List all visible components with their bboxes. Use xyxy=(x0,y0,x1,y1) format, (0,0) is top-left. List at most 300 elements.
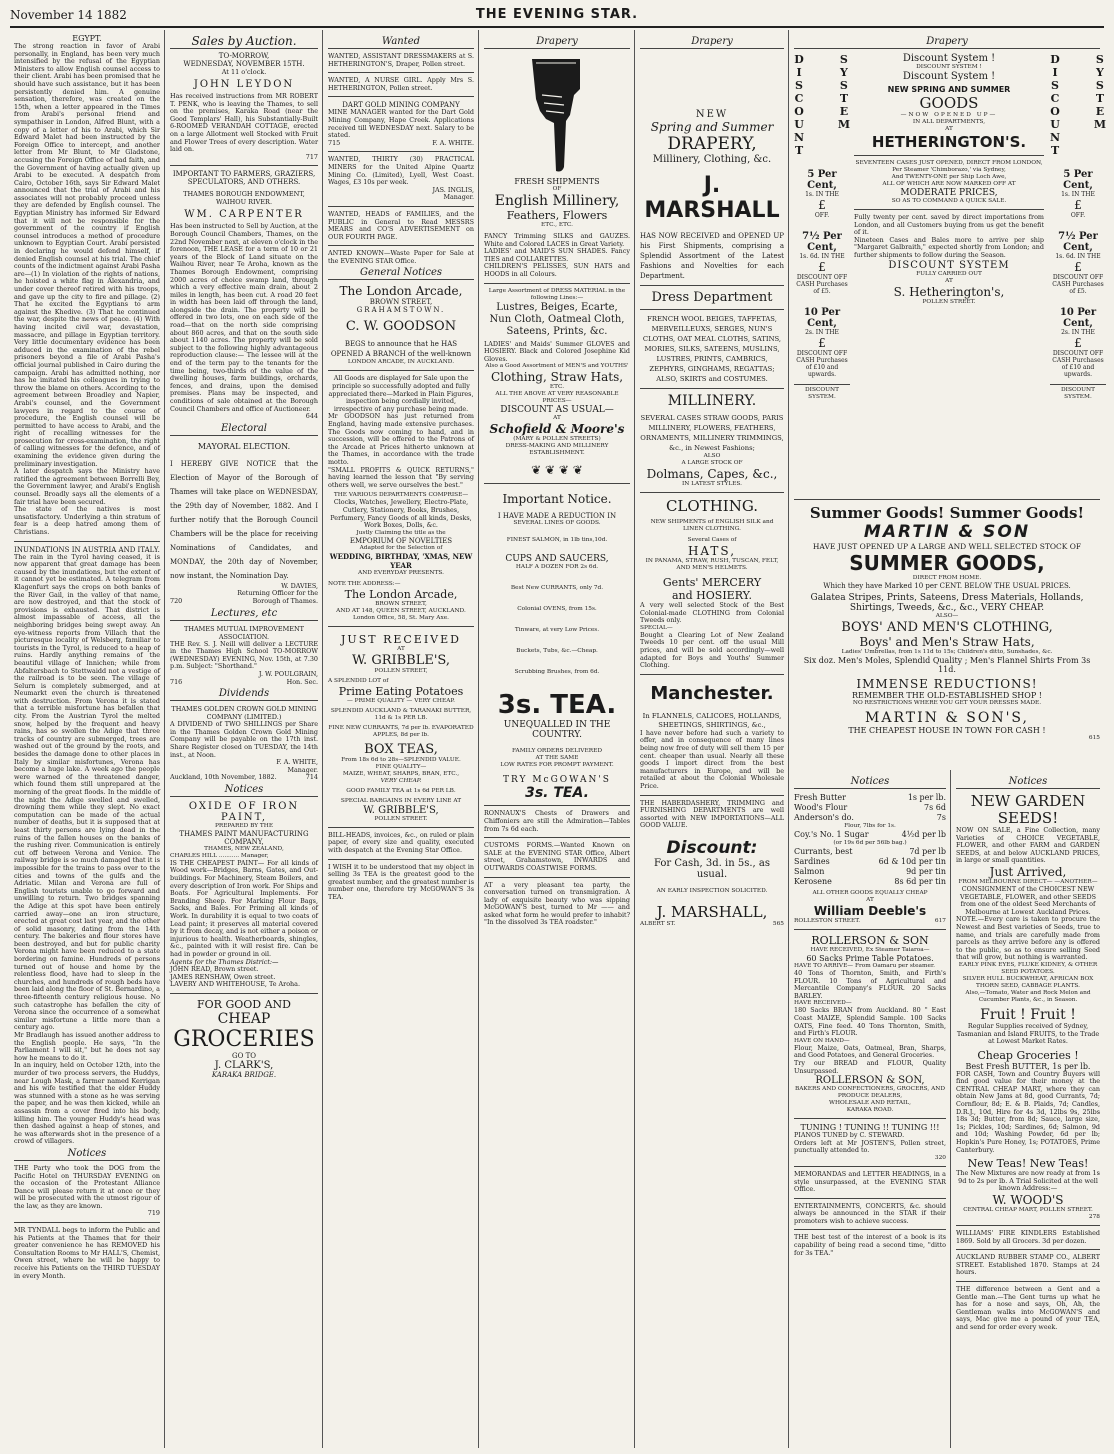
price-value: 6d & 10d per tin xyxy=(878,857,946,866)
pound-symbol: £ xyxy=(818,336,826,350)
grocery-ad-line2: CHEAP xyxy=(217,1010,271,1027)
buckets: Buckets, Tubs, &c.—Cheap. xyxy=(516,648,598,655)
column-hetherington xyxy=(790,34,1104,770)
also-tomato: Also,—Tomato, Water and Rock Melon and Cucumber Plants, &c., in Season. xyxy=(965,989,1091,1003)
same-label: AT THE SAME xyxy=(535,755,579,762)
french-wool: FRENCH WOOL BEIGES, TAFFETAS, MERVEILLEUXS, SERGES, NUN'S CLOTHS, OAT MEAL CLOTHS, SATINS, MORIES, SILKS, SATEENS, MUSLINS, LUSTRES, PRINTS, CAMBRICS, ZEPHYRS, GINGHAMS, REGATTAS; ALSO, SKIRTS and COSTUMES. xyxy=(642,315,782,383)
divider xyxy=(484,283,630,284)
secretary-name: J. W. POULGRAIN, xyxy=(258,669,318,678)
column-rule xyxy=(478,30,479,1448)
fresh-shipments: FRESH SHIPMENTS xyxy=(514,177,600,186)
column-rule xyxy=(950,770,951,1448)
new-label: NEW xyxy=(695,109,729,120)
divider xyxy=(640,285,784,286)
vertical-letter: M xyxy=(1093,118,1106,131)
received-list: 180 Sacks BRAN from Auckland. 80 " East Coast MAIZE, Splendid Sample. 100 Sacks OATS, Fine feed. 40 Tons Thornton, Smith, and Firth's FLOUR. xyxy=(794,1006,946,1038)
pointing-hand-icon xyxy=(522,55,592,173)
etc-label: ETC., ETC. xyxy=(540,222,574,228)
gloves-hosiery: LADIES' and Maids' Summer GLOVES and HOSIERY. Black and Colored Josephine Kid Gloves. xyxy=(484,339,630,363)
tuning: TUNING ! TUNING !! TUNING !!! xyxy=(800,1123,940,1133)
family-orders: FAMILY ORDERS DELIVERED xyxy=(512,748,602,755)
hats: HATS, xyxy=(687,544,737,558)
discount-percent: 5 Per Cent, xyxy=(1063,169,1093,191)
prime-potatoes: Prime Eating Potatoes xyxy=(338,684,464,698)
hetheringtons: HETHERINGTON'S. xyxy=(871,133,1027,151)
new-teas: New Teas! New Teas! xyxy=(967,1157,1089,1171)
ad-number: 717 xyxy=(305,152,318,161)
martin-sons: MARTIN & SON'S, xyxy=(865,710,1029,726)
price-value: 1s per lb. xyxy=(907,793,946,802)
hat-types: IN PANAMA, STRAW, RUSH, TUSCAN, FELT, AND MEN'S HELMETS. xyxy=(645,558,779,571)
column-auctions xyxy=(166,34,322,1446)
auctioneer-carpenter: WM. CARPENTER xyxy=(184,209,304,221)
boys-mens-clothing: BOYS' AND MEN'S CLOTHING, xyxy=(841,620,1053,635)
auction-cottage: Has received instructions from MR ROBERT T. PENK, who is leaving the Thames, to sell on the premises, Karaka Road (near the Good Templars' Hall), his Substantially-Built 6-ROOMED VERANDAH COTTAGE, erected on a large Allotment well Stocked with Fruit and Flower Trees of every description. Water laid on. xyxy=(170,92,318,154)
piano-orders: Orders left at Mr JOSTEN'S, Pollen street, punctually attended to. xyxy=(794,1138,946,1155)
have-just-opened: HAVE JUST OPENED UP A LARGE AND WELL SELECTED STOCK OF xyxy=(812,542,1082,551)
half-dozen: HALF A DOZEN FOR 2s 6d. xyxy=(515,564,599,571)
side-discount-right xyxy=(1050,53,1106,401)
now-opened: —NOW OPENED UP— xyxy=(900,112,998,118)
vertical-letter: D xyxy=(794,53,804,66)
vertical-letter: S xyxy=(1051,79,1059,92)
early-pink-eyes: EARLY PINK EYES, FLUKE KIDNEY, & OTHER SEED POTATOES. xyxy=(958,961,1098,975)
price-row xyxy=(794,793,946,803)
column-rule xyxy=(322,30,323,1448)
auction-tomorrow: TO-MORROW, xyxy=(218,52,270,60)
discount-condition: OFF. xyxy=(814,212,830,219)
dress-department: Dress Department xyxy=(651,290,773,305)
notice-dog: THE Party who took the DOG from the Pacific Hotel on THURSDAY EVENING on the occasion of the Protestant Alliance Dance will please return it at once or they will be prosecuted with the utmost rigour of the law, as they are known. xyxy=(14,1163,160,1210)
seventeen-cases: SEVENTEEN CASES JUST OPENED, DIRECT FROM LONDON, xyxy=(855,160,1043,166)
divider xyxy=(328,370,474,371)
have-received-2: HAVE RECEIVED— xyxy=(794,1000,852,1007)
special-label: SPECIAL— xyxy=(640,624,673,631)
discount-system-3: Discount System ! xyxy=(902,71,996,82)
manager-name: F. A. WHITE, xyxy=(276,758,318,767)
auction-time: At 11 o'clock. xyxy=(221,68,267,76)
agents-heading: Agents for the Thames District:— xyxy=(170,957,279,966)
secretary-title: Hon. Sec. xyxy=(286,677,318,686)
vertical-letter: E xyxy=(1095,105,1105,118)
billheads: BILL-HEADS, invoices, &c., on ruled or plain paper, of every size and quality, executed with despatch at the Evening Star Office. xyxy=(328,830,474,854)
ad-number: 715 xyxy=(328,138,341,147)
flannels: In FLANNELS, CALICOES, HOLLANDS, SHEETINGS, SHIRTINGS, &c., xyxy=(642,711,782,729)
central-mart: CENTRAL CHEAP MART, POLLEN STREET. xyxy=(963,1207,1093,1213)
column-wanted-general xyxy=(324,34,478,1446)
discount-system-fully: DISCOUNT SYSTEM xyxy=(888,259,1010,271)
masthead xyxy=(10,6,1104,28)
try-bread: Try our BREAD and FLOUR, Quality Unsurpassed. xyxy=(794,1058,946,1075)
divider xyxy=(484,837,630,838)
schofield-moore: Schofield & Moore's xyxy=(489,422,625,437)
side-discount-list xyxy=(1050,169,1106,378)
ad-number: 278 xyxy=(1088,1214,1100,1220)
vertical-discount xyxy=(794,53,804,157)
millinery-head: MILLINERY. xyxy=(667,393,757,409)
rollerson-son-2: ROLLERSON & SON, xyxy=(815,1075,925,1087)
price-value: 7s xyxy=(936,813,946,822)
goodson-branch: BEGS to announce that he HAS OPENED A BRANCH of the well-known xyxy=(330,340,472,359)
section-sales-by-auction: Sales by Auction. xyxy=(170,34,318,49)
divider xyxy=(170,165,318,166)
also-label: ALSO— xyxy=(935,613,959,619)
wanted-waste-paper: ANTED KNOWN—Waste Paper for Sale at the EVENING STAR Office. xyxy=(328,249,474,265)
nineteen-cases: Nineteen Cases and Bales more to arrive per ship "Margaret Galbraith," expected shortly from London; and further shipments to follow during the Season. xyxy=(854,235,1044,259)
dress-material: Large Assortment of DRESS MATERIAL in the following Lines:— xyxy=(488,287,626,301)
gribble-name: W. GRIBBLE'S, xyxy=(351,652,451,668)
all-above: ALL THE ABOVE AT VERY REASONABLE PRICES— xyxy=(495,391,619,405)
discount-tier xyxy=(794,231,850,295)
ad-number: 644 xyxy=(305,412,318,421)
discount-usual: DISCOUNT AS USUAL— xyxy=(500,405,614,416)
divider xyxy=(328,96,474,97)
agent: JAMES RENSHAW, Owen street. xyxy=(170,972,276,981)
pound-symbol: £ xyxy=(818,260,826,274)
clearing-lot: Bought a Clearing Lot of New Zealand Tweeds 10 per cent. off the usual Mill prices, and will be sold accordingly—well adapted for Boys and Youths' Summer Clothing. xyxy=(640,630,784,670)
price-item: Currants, best xyxy=(794,847,853,856)
london-arcade-2: The London Arcade, xyxy=(344,587,458,601)
column-rule xyxy=(164,30,165,1448)
cash-discount: For Cash, 3d. in 5s., as usual. xyxy=(654,857,770,880)
vertical-letter: D xyxy=(1050,53,1060,66)
gribble-street-2: POLLEN STREET. xyxy=(374,815,428,822)
price-list xyxy=(794,793,946,887)
grocery-clark: J. CLARK'S, xyxy=(214,1059,274,1071)
three-shilling-tea: 3s. TEA. xyxy=(497,690,617,721)
price-value: 4½d per lb xyxy=(901,830,946,839)
discount-note: 1s. 6d. IN THE xyxy=(799,253,845,260)
officer-borough: Borough of Thames. xyxy=(252,596,318,605)
column-drapery-2 xyxy=(636,34,788,1446)
tinware: Tinware, at very Low Prices. xyxy=(514,627,600,634)
divider xyxy=(640,795,784,796)
divider xyxy=(956,1225,1100,1226)
gent-gentleman: THE difference between a Gent and a Gentle man.—The Gent turns up what he has for a nose and says, Oh, Ah, the Gentleman walks into McGOWAN'S and says, Mac give me a pound of your TEA, and send for order every week. xyxy=(956,1284,1100,1331)
cheap-groceries: Cheap Groceries ! xyxy=(977,1048,1079,1062)
children-pelisses: CHILDREN'S PELISSES, SUN HATS and HOODS in all Colours. xyxy=(484,262,630,278)
price-value: 7d per lb xyxy=(909,847,946,856)
divider xyxy=(484,483,630,484)
fully-carried: FULLY CARRIED OUT xyxy=(916,270,982,277)
discount-percent: 10 Per Cent, xyxy=(803,307,841,329)
at-label: AT xyxy=(945,126,953,132)
splendid-lot: A SPLENDID LOT of xyxy=(328,677,389,684)
have-to-arrive: HAVE TO ARRIVE— From Oamaru per steamer. xyxy=(794,963,935,969)
vertical-letter: S xyxy=(839,79,848,92)
goodson-name: C. W. GOODSON xyxy=(345,319,457,335)
dressmaking: DRESS-MAKING AND MILLINERY ESTABLISHMENT. xyxy=(505,443,609,457)
divider xyxy=(14,541,160,542)
officer-name: W. DAVIES, xyxy=(281,581,318,590)
vertical-letter: T xyxy=(1050,144,1060,157)
price-value: 8s 6d per tin xyxy=(894,877,946,886)
vertical-letter: T xyxy=(794,144,804,157)
article-egypt-2: A later despatch says the Ministry have ratified the agreement between Borrelli Bey, the Government lawyer, and Arabi's English counsel. Broadly says all the elements of a fair trial have been secured. xyxy=(14,467,160,506)
scrubbing-brushes: Scrubbing Brushes, from 6d. xyxy=(514,669,600,676)
paint-manager: CHARLES HILL ........... Manager, xyxy=(170,852,269,859)
hosiery: and HOSIERY. xyxy=(672,589,752,602)
price-row xyxy=(794,813,946,823)
vertical-system xyxy=(838,53,850,157)
fancy-trimming: FANCY Trimming SILKS and GAUZES. White and Colored LACES in Great Variety. xyxy=(484,232,630,248)
flour-note: Flour, 7lbs for 1s. xyxy=(844,823,896,829)
steamer: Per Steamer 'Chimborazo,' via Sydney, xyxy=(892,167,1006,173)
mutual-association: THAMES MUTUAL IMPROVEMENT ASSOCIATION. xyxy=(183,624,304,641)
discount-note: 1s. IN THE xyxy=(1061,191,1095,198)
mens-youths: Also a Good Assortment of MEN'S and YOUTHS' xyxy=(485,363,629,370)
discount-condition: DISCOUNT OFF CASH Purchases of £10 and upwards. xyxy=(1052,350,1104,378)
price-item: Wood's Flour xyxy=(794,803,848,812)
ad-number: 320 xyxy=(934,1154,946,1161)
lustres-list: Lustres, Beiges, Ecarte, Nun Cloth, Oatmeal Cloth, Sateens, Prints, &c. xyxy=(489,301,625,337)
seed-note: NOTE.—Every care is taken to procure the Newest and Best varieties of Seeds, true to name, and trials are carefully made from parcels as they arrive before any is offered to the public, so as to ensure selling Seed that will grow, but nothing is warranted. xyxy=(956,915,1100,962)
dart-company: DART GOLD MINING COMPANY xyxy=(342,101,460,110)
section-notices: Notices xyxy=(14,1148,160,1161)
family-tea: GOOD FAMILY TEA at 1s 6d PER LB. xyxy=(346,787,456,794)
column-rule xyxy=(788,30,789,1448)
discount-system-1: Discount System ! xyxy=(902,53,996,64)
section-dividends: Dividends xyxy=(170,688,318,701)
arrive-list: 40 Tons of Thornton, Smith, and Firth's FLOUR. 10 Tons of Agricultural and Mercantile Company's FLOUR. 20 Sacks BARLEY. xyxy=(794,969,946,1000)
special-bargains: SPECIAL BARGAINS IN EVERY LINE AT xyxy=(340,797,462,804)
consignment: CONSIGNMENT of the CHOICEST NEW VEGETABLE, FLOWER, and other SEEDS from one of the oldest Seed Merchants of Melbourne at Lowest Auckland Prices. xyxy=(960,884,1096,916)
discount-note: 2s. IN THE xyxy=(1061,329,1095,336)
section-wanted: Wanted xyxy=(328,36,474,49)
column-drapery-1 xyxy=(480,34,634,1446)
important-notice: Important Notice. xyxy=(502,492,612,507)
price-item: Anderson's do. xyxy=(794,813,854,822)
all-which: ALL OF WHICH ARE NOW MARKED OFF AT xyxy=(882,181,1016,187)
auction-farmers: IMPORTANT TO FARMERS, GRAZIERS, SPECULATORS, AND OTHERS. xyxy=(172,170,316,187)
at-label: AT xyxy=(397,645,405,652)
also-label: ALSO xyxy=(703,453,721,459)
price-row xyxy=(794,803,946,813)
prime-quality: — PRIME QUALITY — VERY CHEAP. xyxy=(347,697,455,704)
notice-tyndall: MR TYNDALL begs to inform the Public and his Patients at the Thames that for their greater convenience he has REMOVED his Consultation Rooms to Mr HALL'S, Chemist, Owen street, where he will be happy to receive his Patients on the THIRD TUESDAY in every Month. xyxy=(14,1226,160,1280)
side-discount-list xyxy=(794,169,850,378)
column-news xyxy=(10,34,164,1446)
departments-head: THE VARIOUS DEPARTMENTS COMPRISE— xyxy=(333,492,469,499)
mary-pollen: (MARY & POLLEN STREETS) xyxy=(513,436,601,443)
agent: JOHN READ, Brown street. xyxy=(170,965,259,974)
article-title-egypt: EGYPT. xyxy=(72,34,102,43)
divider xyxy=(794,1118,946,1119)
no-restrictions: NO RESTRICTIONS WHERE YOU GET YOUR DRESSES MADE. xyxy=(852,700,1042,706)
wanted-miners: WANTED, THIRTY (30) PRACTICAL MINERS for the United Alpine Quartz Mining Co. (Limited), Lyell, West Coast. Wages, £3 10s per week. xyxy=(328,155,474,187)
remember-shop: REMEMBER THE OLD-ESTABLISHED SHOP ! xyxy=(852,691,1042,700)
loch-awe: And TWENTY-ONE per Ship Loch Awe, xyxy=(891,174,1007,180)
dividend-date: Auckland, 10th November, 1882. xyxy=(170,773,277,782)
london-arcade: The London Arcade, xyxy=(339,284,463,299)
just-arrived: Just Arrived, xyxy=(989,864,1067,879)
ad-number: 617 xyxy=(934,918,946,924)
arcade-street-2: BROWN STREET, xyxy=(375,600,427,607)
divider xyxy=(794,1198,946,1199)
pound-symbol: £ xyxy=(1074,260,1082,274)
wanted-nurse: WANTED, A NURSE GIRL. Apply Mrs S. HETHERINGTON, Pollen street. xyxy=(328,76,474,92)
section-notices: Notices xyxy=(794,776,946,789)
ronnaux: RONNAUX'S Chests of Drawers and Chiffoniers are still the Admiration—Tables from 7s 6d each. xyxy=(484,809,630,833)
grain-list: MAIZE, WHEAT, SHARPS, BRAN, ETC., xyxy=(342,770,460,777)
several-lines: SEVERAL LINES OF GOODS. xyxy=(513,520,601,527)
clothing-head: CLOTHING. xyxy=(665,497,759,515)
pianos-tuned: PIANOS TUNED by C. STEWARD. xyxy=(794,1131,905,1140)
golden-crown: THAMES GOLDEN CROWN GOLD MINING COMPANY (LIMITED.) xyxy=(171,705,317,722)
ad-number: 716 xyxy=(170,677,183,686)
vertical-letter: S xyxy=(1095,53,1104,66)
best-fresh-butter: Best Fresh BUTTER, 1s per lb. xyxy=(965,1061,1091,1071)
on-hand-list: Flour, Maize, Oats, Oatmeal, Bran, Sharps, and Good Potatoes, and General Groceries. xyxy=(794,1043,946,1060)
teas-price: From 18s 6d to 28s—SPLENDID VALUE. xyxy=(341,756,461,763)
inglis-title: Manager. xyxy=(443,193,474,202)
emporium: EMPORIUM OF NOVELTIES xyxy=(349,536,453,545)
mixtures: The New Mixtures are now ready at from 1s 9d to 2s per lb. A Trial Solicited at the well known Address:— xyxy=(956,1169,1100,1193)
price-row xyxy=(794,857,946,867)
divider xyxy=(956,1281,1100,1282)
cheapest-house: THE CHEAPEST HOUSE IN TOWN FOR CASH ! xyxy=(848,726,1046,735)
vertical-discount xyxy=(1050,53,1060,157)
rolleston-street: ROLLESTON STREET. xyxy=(794,918,861,924)
article-bradlaugh: Mr Bradlaugh has issued another address to the English people. He says, "In the Parliament I will sit," but he does not say how he means to do it. xyxy=(14,1031,160,1062)
vertical-letter: C xyxy=(794,92,804,105)
section-drapery: Drapery xyxy=(484,36,630,49)
all-other-goods: ALL OTHER GOODS EQUALLY CHEAP xyxy=(812,890,928,896)
divider xyxy=(328,626,474,627)
price-row xyxy=(794,847,946,857)
discount-note: 1s. IN THE xyxy=(805,191,839,198)
vertical-letter: U xyxy=(1050,118,1060,131)
karaka-road: KARAKA ROAD. xyxy=(846,1107,894,1114)
latest-styles: IN LATEST STYLES. xyxy=(681,481,743,487)
bakers: BAKERS AND CONFECTIONERS, GROCERS, AND PRODUCE DEALERS, xyxy=(794,1086,946,1100)
price-item: Kerosene xyxy=(794,877,832,886)
london-office: London Office, 58, St. Mary Axe. xyxy=(353,614,449,621)
goodson-display: All Goods are displayed for Sale upon the principle so successfully adopted and fully appreciated there—Marked in Plain Figures, inspection being cordially invited, irrespective of any purchase being made. xyxy=(328,374,474,413)
officer-title: Returning Officer for the xyxy=(237,589,318,598)
of-label: OF xyxy=(552,186,562,192)
divider xyxy=(854,155,1044,156)
discount-note: 1s. 6d. IN THE xyxy=(1055,253,1101,260)
discount-tier xyxy=(1050,307,1106,378)
discount-percent: 10 Per Cent, xyxy=(1059,307,1097,329)
cups-saucers: CUPS AND SAUCERS, xyxy=(505,554,609,565)
vertical-letter: C xyxy=(1050,92,1060,105)
everyday-presents: AND EVERYDAY PRESENTS. xyxy=(358,569,444,576)
vertical-letter: S xyxy=(1095,79,1104,92)
marshall-received: HAS NOW RECEIVED and OPENED UP his First Shipments, comprising a Splendid Assortment of the Latest Fashions and Novelties for each Department. xyxy=(640,232,784,280)
divider xyxy=(956,1249,1100,1250)
rubber-stamp: AUCKLAND RUBBER STAMP CO., ALBERT STREET. Established 1870. Stamps at 24 hours. xyxy=(956,1253,1100,1277)
issue-date: November 14 1882 xyxy=(10,8,127,22)
true-test: THE best test of the interest of a book is its capability of being read a second time, "ditto for 3s TEA." xyxy=(794,1233,946,1257)
goodson-auckland: LONDON ARCADE, IN AUCKLAND. xyxy=(347,359,455,366)
vertical-letter: T xyxy=(839,92,848,105)
discount-condition: OFF. xyxy=(1070,212,1086,219)
section-notices: Notices xyxy=(956,776,1100,789)
grocery-ad-title: GROCERIES xyxy=(173,1026,315,1052)
wholesale: WHOLESALE AND RETAIL, xyxy=(829,1100,911,1107)
vertical-letter: N xyxy=(794,131,805,144)
at-label: AT xyxy=(553,415,561,422)
dividend-notice: A DIVIDEND of TWO SHILLINGS per Share in the Thames Golden Crown Gold Mining Company will be payable on the 17th inst. Share Register closed on TUESDAY, the 14th inst., at Noon. xyxy=(170,720,318,759)
at-label: AT xyxy=(866,897,874,903)
straw-hats: Boys' and Men's Straw Hats, xyxy=(859,635,1035,649)
entertainments: ENTERTAINMENTS, CONCERTS, &c. should always be announced in the STAR if their promoters wish to achieve success. xyxy=(794,1201,946,1225)
discount-percent: 7½ Per Cent, xyxy=(802,231,842,253)
paint-company: THAMES PAINT MANUFACTURING COMPANY, xyxy=(179,829,309,846)
goodson-motto: "SMALL PROFITS & QUICK RETURNS," having learned the lesson that "By serving others well, we serve ourselves the best." xyxy=(328,465,474,489)
divider xyxy=(328,206,474,207)
finest-salmon: FINEST SALMON, in 1lb tins,10d. xyxy=(506,537,608,544)
arcade-street: BROWN STREET, xyxy=(369,298,433,307)
well-selected: A very well selected Stock of the Best Colonial-made CLOTHING from Colonial Tweeds only. xyxy=(640,601,784,625)
divider xyxy=(794,1229,946,1230)
s-hetherington: S. Hetherington's, xyxy=(893,284,1005,299)
manager-title: Manager. xyxy=(287,765,318,774)
divider xyxy=(640,492,784,493)
mcgowan-note: I WISH it to be understood that my object in selling 3s TEA is the greatest good to the greatest number, and the greatest number is number one, therefore try McGOWAN'S 3s TEA. xyxy=(328,862,474,901)
rollerson-son: ROLLERSON & SON xyxy=(811,934,929,947)
section-drapery: Drapery xyxy=(794,36,1100,49)
divider xyxy=(794,499,1100,500)
vertical-letter: T xyxy=(1095,92,1104,105)
martin-son: MARTIN & SON xyxy=(863,522,1031,542)
inglis-name: JAS. INGLIS, xyxy=(432,185,474,194)
grocery-ad-line1: FOR GOOD AND xyxy=(197,997,291,1011)
election-notice: I HEREBY GIVE NOTICE that the Election of Mayor of the Borough of Thames will take place on WEDNESDAY, the 29th day of November, 1882. And I further notify that the Borough Council Chambers will be the place for receiving Nominations of Candidates, and MONDAY, the 20th day of November, now instant, the Nomination Day. xyxy=(170,459,318,580)
auction-lease: Has been instructed to Sell by Auction, at the Borough Council Chambers, Thames, on the 22nd November next, at eleven o'clock in the forenoon, THE LEASE for a term of 10 or 21 years of the Block of Land situate on the Waihou River, near Te Aroha, known as the Thames Borough Endowment, comprising 2000 acres of choice swamp land, through which a very effective main drain, about 2 miles in length, has been cut. A road 20 feet in width has been laid off through the land, alongside the drain. The property will be offered in two lots, one on each side of the road—that on the north side comprising about 860 acres, and that on the south side about 1140 acres. The property will be sold subject to the following highly advantageous reproduction clause:— The lessee will at the end of the term pay to the tenants for the time being, two-thirds of the value of the dwelling houses, farm buildings, orchards, fences, and drains, upon the demised premises. Plans may be inspected, and conditions of sale obtained at the Borough Council Chambers and office of Auctioneer. xyxy=(170,222,319,413)
now-on-sale: NOW ON SALE, a Fine Collection, many Varieties of CHOICE VEGETABLE, FLOWER, and other FARM and GARDEN SEEDS, at and below AUCKLAND PRICES, in large or small quantities. xyxy=(956,826,1100,865)
price-row xyxy=(794,867,946,877)
discount-condition: DISCOUNT OFF CASH Purchases of £10 and upwards. xyxy=(796,350,848,378)
immense-reductions: IMMENSE REDUCTIONS! xyxy=(856,677,1038,691)
adapted: Adapted for the Selection of xyxy=(359,544,443,551)
w-wood: W. WOOD'S xyxy=(992,1193,1064,1207)
ad-number: 720 xyxy=(170,596,183,605)
divider xyxy=(640,388,784,389)
from-melbourne: FROM MELBOURNE DIRECT— —ANOTHER— xyxy=(958,878,1098,885)
section-electoral: Electoral xyxy=(170,423,318,436)
claiming: Justly Claiming the title as the xyxy=(356,529,446,536)
divider xyxy=(854,209,1044,210)
regular-supplies: Regular Supplies received of Sydney, Tasmanian and Island FRUITS, to the Trade at Lowest Market Rates. xyxy=(956,1021,1100,1046)
clothing-straw-hats: Clothing, Straw Hats, xyxy=(490,370,624,385)
ad-number: 719 xyxy=(147,1209,160,1218)
article-inquest: In an inquiry, held on October 12th, into the murder of two process servers, the Huddys, near Lough Mask, a farmer named Kerrigan and his wife testified that the elder Huddy was stunned with a stone as he was serving the paper, and he was then kicked, while an assassin from a cover fired into his body, killing him. The younger Huddy's head was then dashed against a heap of stones, and he was afterwards shot in the presence of a crowd of villagers. xyxy=(14,1061,160,1146)
wanted-families: WANTED, HEADS of FAMILIES, and the PUBLIC in General to Read MESSRS MEARS and CO'S ADVERTISEMENT on OUR FOURTH PAGE. xyxy=(328,209,474,241)
discount-system-label: DISCOUNT SYSTEM. xyxy=(1050,384,1106,401)
section-drapery: Drapery xyxy=(640,36,784,49)
column-notices-deeble xyxy=(790,774,950,1446)
price-value: 9d per tin xyxy=(906,867,946,876)
divider xyxy=(794,929,946,930)
spring-summer: Spring and Summer xyxy=(650,120,774,134)
new-spring-summer: NEW SPRING AND SUMMER xyxy=(887,85,1011,94)
divider xyxy=(328,245,474,246)
large-stock: A LARGE STOCK OF xyxy=(681,460,743,466)
memorandums: MEMORANDAS and LETTER HEADINGS, in a style unsurpassed, at the EVENING STAR Office. xyxy=(794,1169,946,1194)
sun-shades: LADIES' and MAID'S SUN SHADES. Fancy TIES and COLLARETTES. xyxy=(484,247,630,263)
prepared-by: PREPARED BY THE xyxy=(214,822,274,829)
gribble-name-2: W. GRIBBLE'S, xyxy=(363,804,439,816)
vertical-letter: M xyxy=(837,118,850,131)
currants-line: FINE NEW CURRANTS, 7d per lb. EVAPORATED APPLES, 8d per lb. xyxy=(328,724,474,738)
vertical-letter: N xyxy=(1050,131,1061,144)
discount-tier xyxy=(1050,169,1106,219)
tea-party: AT a very pleasant tea party, the conversation turned on transmigration. A lady of exquisite beauty who was sipping McGOWAN'S best, turned to Mr —— and asked what form he would prefer to inhabit? "In the dissolved 3s TEA roadster." xyxy=(484,880,630,927)
wanted-dressmakers: WANTED, ASSISTANT DRESSMAKERS at S. HETHERINGTON'S, Draper, Pollen street. xyxy=(328,52,474,68)
